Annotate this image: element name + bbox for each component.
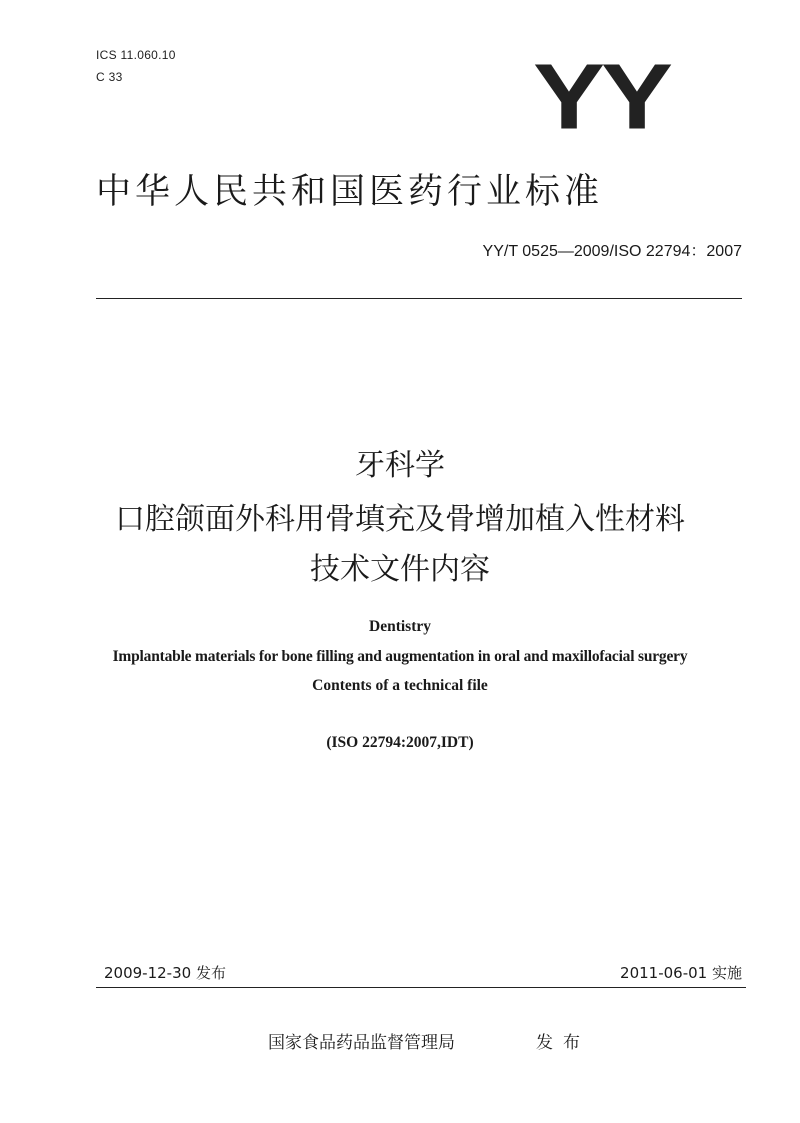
ics-code: ICS 11.060.10 [96,48,176,62]
yy-logo: YY [533,43,670,149]
ccs-code: C 33 [96,70,123,84]
title-cn-line-3: 技术文件内容 [310,552,490,587]
standard-code: YY/T 0525—2009/ISO 22794：2007 [482,243,742,260]
footer-divider [96,987,746,988]
title-cn-line-1: 牙科学 [355,448,445,483]
publish-date: 2009-12-30 发布 [104,964,226,982]
title-cn-line-2: 口腔颌面外科用骨填充及骨增加植入性材料 [115,502,685,537]
iso-equivalence: (ISO 22794:2007,IDT) [326,734,474,751]
title-en-line-3: Contents of a technical file [312,677,488,694]
header-divider [96,298,742,299]
standard-organization-title: 中华人民共和国医药行业标准 [96,172,604,212]
effective-date: 2011-06-01 实施 [620,964,742,982]
title-en-line-2: Implantable materials for bone filling and augmentation in oral and maxillofacial surgery [112,648,688,665]
title-en-line-1: Dentistry [369,618,431,635]
issue-label: 发布 [536,1033,590,1053]
issuing-authority: 国家食品药品监督管理局 [268,1033,455,1053]
